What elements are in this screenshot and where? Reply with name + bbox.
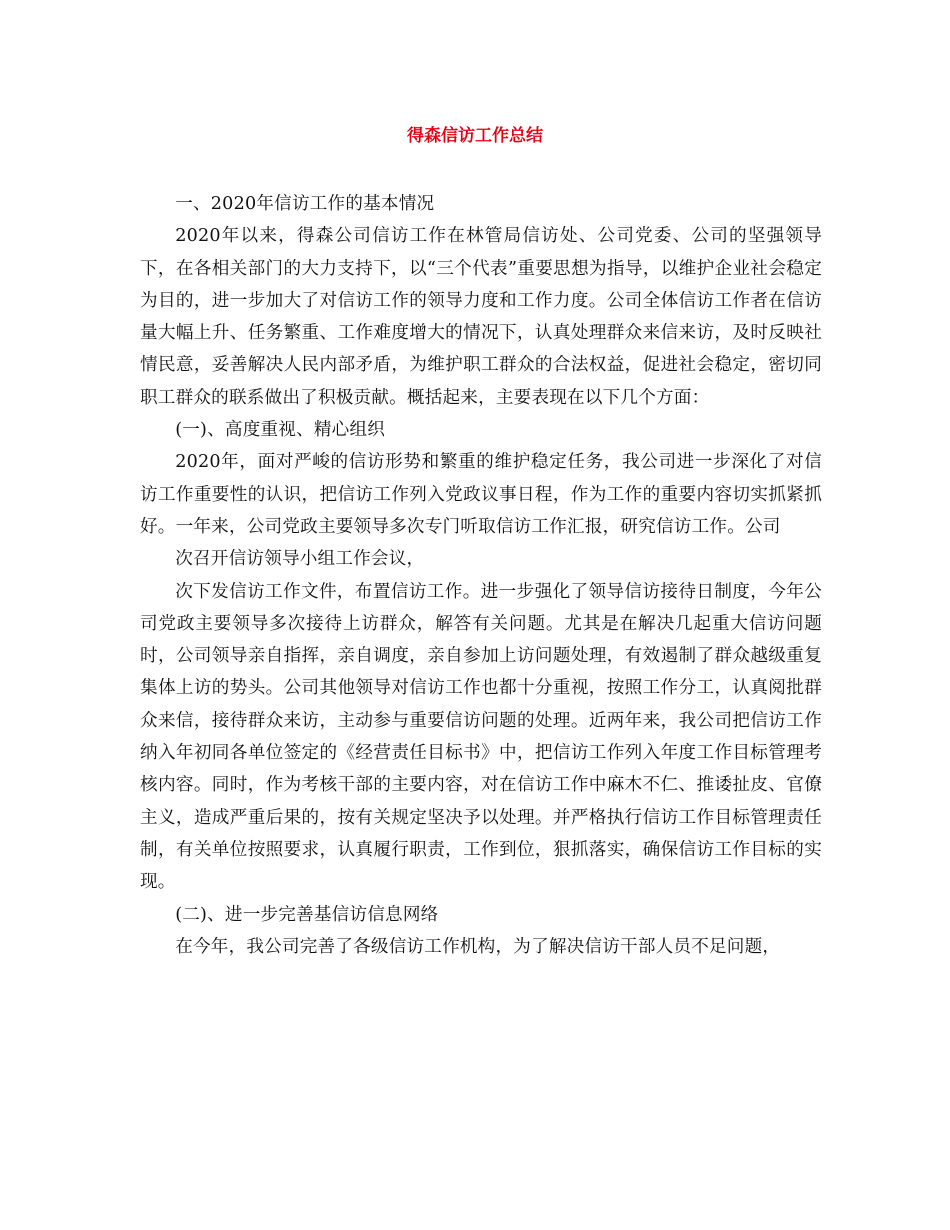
body-paragraph: 2020年，面对严峻的信访形势和繁重的维护稳定任务，我公司进一步深化了对信访工作重要性的认识，把信访工作列入党政议事日程，作为工作的重要内容切实抓紧抓好。一年来，公司党政主要领导多次专门听取信访工作汇报，研究信访工作。公司 [140,452,822,537]
subsection-heading-1: (一)、高度重视、精心组织 [175,420,386,441]
body-paragraph: 2020年以来，得森公司信访工作在林管局信访处、公司党委、公司的坚强领导下，在各相关部门的大力支持下，以“三个代表”重要思想为指导，以维护企业社会稳定为目的，进一步加大了对信访工作的领导力度和工作力度。公司全体信访工作者在信访量大幅上升、任务繁重、工作难度增大的情况下，认真处理群众来信来访，及时反映社情民意，妥善解决人民内部矛盾，为维护职工群众的合法权益，促进社会稳定，密切同职工群众的联系做出了积极贡献。概括起来，主要表现在以下几个方面： [140,226,822,408]
body-paragraph: 在今年，我公司完善了各级信访工作机构，为了解决信访干部人员不足问题， [175,936,781,957]
subsection-heading-2: (二)、进一步完善基信访信息网络 [175,904,439,925]
document-title: 得森信访工作总结 [407,126,543,146]
body-paragraph: 次召开信访领导小组工作会议， [175,549,425,570]
section-heading-1: 一、2020年信访工作的基本情况 [175,194,435,214]
document-body [140,188,822,963]
body-paragraph: 次下发信访工作文件，布置信访工作。进一步强化了领导信访接待日制度，今年公司党政主要领导多次接待上访群众，解答有关问题。尤其是在解决几起重大信访问题时，公司领导亲自指挥，亲自调度，亲自参加上访问题处理，有效遏制了群众越级重复集体上访的势头。公司其他领导对信访工作也都十分重视，按照工作分工，认真阅批群众来信，接待群众来访，主动参与重要信访问题的处理。近两年来，我公司把信访工作纳入年初同各单位签定的《经营责任目标书》中，把信访工作列入年度工作目标管理考核内容。同时，作为考核干部的主要内容，对在信访工作中麻木不仁、推诿扯皮、官僚主义，造成严重后果的，按有关规定坚决予以处理。并严格执行信访工作目标管理责任制，有关单位按照要求，认真履行职责，工作到位，狠抓落实，确保信访工作目标的实现。 [140,581,822,893]
